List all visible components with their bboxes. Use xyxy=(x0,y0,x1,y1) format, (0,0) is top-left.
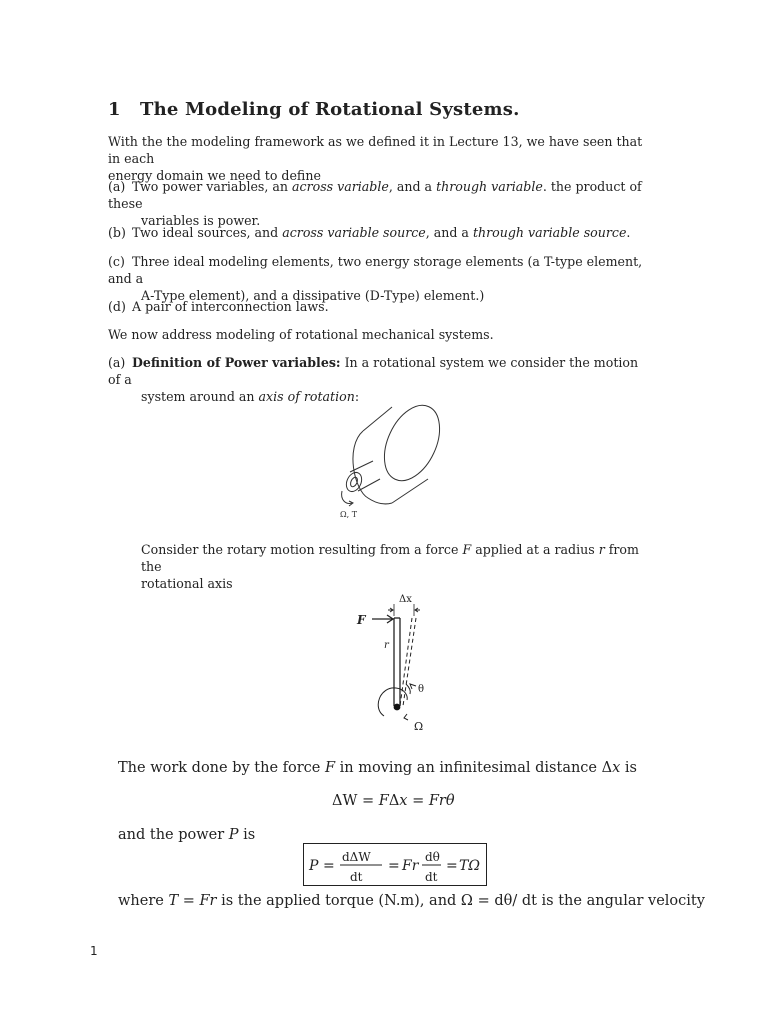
list-label: (c) xyxy=(108,254,125,269)
where-line xyxy=(118,892,705,910)
list-text: A pair of interconnection laws. xyxy=(132,299,329,314)
list-text: , and a xyxy=(388,179,437,194)
paragraph-text: is xyxy=(238,827,256,843)
equation-part: F xyxy=(378,793,389,809)
power-equation xyxy=(304,844,486,885)
list-label: (b) xyxy=(108,225,126,240)
equation-part: dΔW xyxy=(342,850,371,864)
dx-arrow-left xyxy=(388,608,393,612)
paragraph-text: applied at a radius xyxy=(471,542,599,557)
list-item-a xyxy=(108,178,648,229)
paragraph-text: is the applied torque (N.m), and Ω = dθ/ dt is the angular velocity xyxy=(216,893,705,909)
cylinder-top-edge xyxy=(363,407,392,431)
power-symbol: P xyxy=(228,827,239,843)
equation-part: x xyxy=(399,793,408,809)
definition-text-italic: axis of rotation xyxy=(258,389,355,404)
pivot-point xyxy=(394,704,401,711)
list-continuation: variables is power. xyxy=(141,213,261,228)
equation-part: dθ xyxy=(425,850,440,864)
lever-force-figure xyxy=(350,588,450,738)
definition-text: In a rotational system we consider the motion of a xyxy=(108,355,639,387)
cylinder-end-face xyxy=(373,397,450,490)
list-label: (a) xyxy=(108,179,126,194)
equation-part: P xyxy=(309,858,319,874)
definition-heading: Definition of Power variables: xyxy=(132,355,341,370)
force-symbol: F xyxy=(462,542,472,557)
equation-part: ΔW = xyxy=(332,793,379,809)
section-title-text: The Modeling of Rotational Systems. xyxy=(140,99,520,120)
equation-part: = xyxy=(407,793,429,809)
omega-torque-label: Ω, T xyxy=(340,510,358,519)
list-text: Three ideal modeling elements, two energy storage elements (a T-type element, and a xyxy=(108,254,643,286)
torque-expression: Fr xyxy=(199,893,217,909)
list-text-italic: across variable xyxy=(292,179,389,194)
rotation-arc xyxy=(378,688,407,716)
section-title xyxy=(108,99,520,120)
list-text: Two power variables, an xyxy=(132,179,293,194)
force-symbol: F xyxy=(325,760,336,776)
list-item-c xyxy=(108,253,648,304)
force-label: F xyxy=(357,613,366,627)
section-number: 1 xyxy=(108,99,121,120)
paragraph-text: Consider the rotary motion resulting from a force xyxy=(141,542,463,557)
rotational-intro: We now address modeling of rotational mechanical systems. xyxy=(108,327,494,342)
theta-arrow xyxy=(410,684,416,689)
intro-paragraph xyxy=(108,133,648,184)
dx-label: Δx xyxy=(399,594,412,605)
list-item-b xyxy=(108,224,648,241)
dx-arrow-right xyxy=(415,608,420,612)
radius-symbol: r xyxy=(598,542,605,557)
omega-label: Ω xyxy=(414,720,424,733)
list-text-italic: through variable xyxy=(436,179,543,194)
paragraph-text: rotational axis xyxy=(141,576,233,591)
equation-part: dt xyxy=(425,870,438,884)
intro-line-1: With the the modeling framework as we defined it in Lecture 13, we have seen that in each xyxy=(108,134,643,166)
intro-line-2: energy domain we need to define xyxy=(108,168,321,183)
paragraph-text: where xyxy=(118,893,169,909)
list-text: . the product of these xyxy=(108,179,642,211)
list-text: Two ideal sources, and xyxy=(132,225,283,240)
power-equation-box xyxy=(303,843,487,886)
list-text: . xyxy=(626,225,631,240)
equation-part: = xyxy=(446,858,458,874)
radius-label: r xyxy=(384,640,389,651)
definition-text: : xyxy=(354,389,360,404)
page-number: 1 xyxy=(90,944,98,958)
equation-part: = xyxy=(323,858,335,874)
theta-label: θ xyxy=(418,684,425,695)
x-symbol: x xyxy=(612,760,621,776)
paragraph-text: The work done by the force xyxy=(118,760,325,776)
paragraph-text: = xyxy=(178,893,200,909)
list-item-d xyxy=(108,298,648,315)
list-label: (a) xyxy=(108,355,126,370)
list-label: (d) xyxy=(108,299,126,314)
list-text-italic: across variable source xyxy=(282,225,426,240)
definition-text: system around an xyxy=(141,389,259,404)
equation-part: Δ xyxy=(388,793,400,809)
equation-part: Fr xyxy=(402,858,419,874)
torque-symbol: T xyxy=(168,893,179,909)
equation-part: = xyxy=(388,858,400,874)
paragraph-text: from the xyxy=(141,542,639,574)
paragraph-text: and the power xyxy=(118,827,229,843)
equation-part: dt xyxy=(350,870,363,884)
power-line xyxy=(118,826,255,844)
equation-part: θ xyxy=(445,793,455,809)
list-text-italic: through variable source xyxy=(472,225,627,240)
rotary-motion-paragraph xyxy=(141,541,641,592)
work-done-paragraph xyxy=(118,759,637,777)
work-equation xyxy=(332,792,455,810)
equation-part: TΩ xyxy=(459,858,480,874)
list-text: , and a xyxy=(425,225,473,240)
paragraph-text: in moving an infinitesimal distance Δ xyxy=(335,760,613,776)
paragraph-text: is xyxy=(620,760,637,776)
list-continuation: A-Type element), and a dissipative (D-Type) element.) xyxy=(141,288,485,303)
equation-part: Fr xyxy=(428,793,446,809)
cylinder-shaft-figure xyxy=(330,395,450,525)
cylinder-bottom-edge xyxy=(392,479,428,503)
